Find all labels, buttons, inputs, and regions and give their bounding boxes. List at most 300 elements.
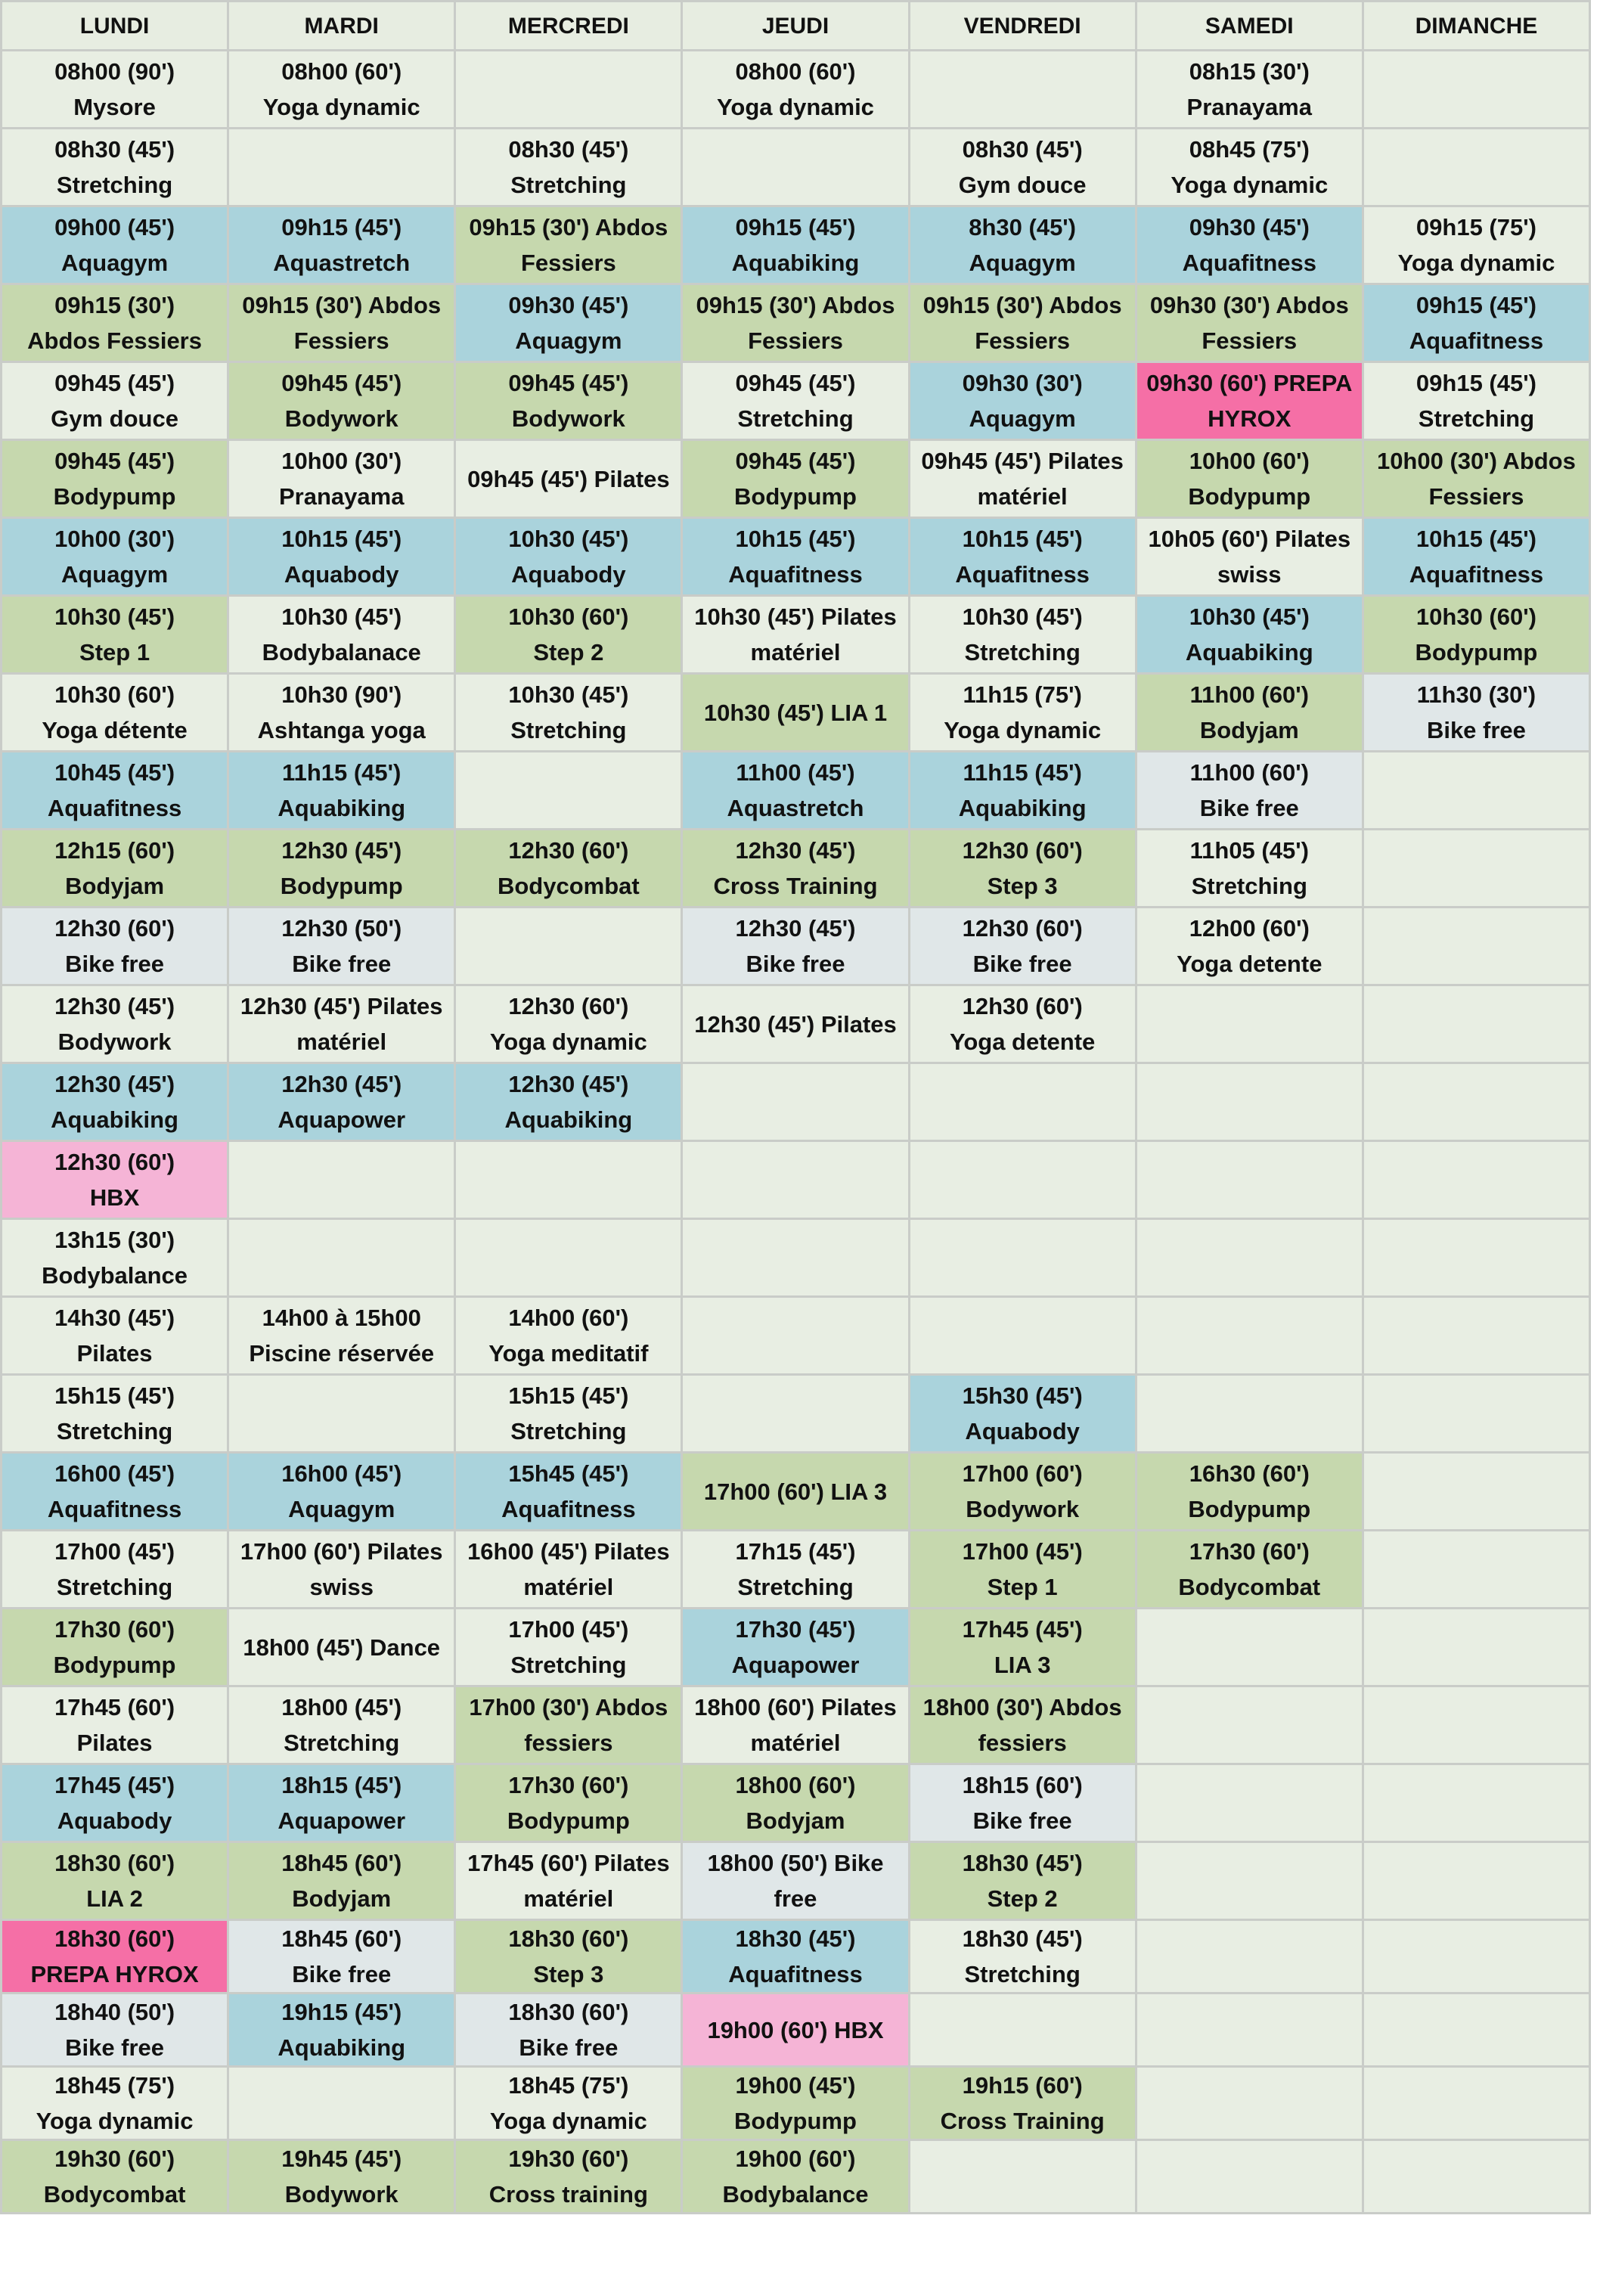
class-slot-wednesday	[455, 129, 682, 206]
class-name: Aquafitness	[1182, 250, 1316, 276]
class-slot-sunday	[1363, 362, 1589, 440]
class-slot-saturday	[1136, 51, 1363, 129]
class-slot-saturday	[1136, 1531, 1363, 1609]
empty-slot-tuesday	[228, 1375, 455, 1453]
class-name: Bike free	[1426, 717, 1526, 743]
class-name: Aquabiking	[958, 795, 1087, 821]
class-name: Mysore	[73, 94, 156, 120]
class-time: 12h30 (60')	[54, 1149, 175, 1175]
class-slot-thursday	[682, 2140, 909, 2214]
class-name: Bike free	[65, 2034, 165, 2061]
class-time: 10h30 (45')	[508, 526, 629, 552]
class-time: 10h30 (45')	[962, 603, 1083, 630]
class-name: Bodycombat	[497, 873, 640, 899]
class-name: Fessiers	[1428, 483, 1524, 510]
class-time: 19h15 (45')	[281, 1999, 402, 2025]
class-time: 08h45 (75')	[1189, 136, 1310, 163]
class-name: Yoga dynamic	[717, 94, 874, 120]
class-time: 15h15 (45')	[508, 1382, 629, 1409]
class-slot-wednesday	[455, 1375, 682, 1453]
class-name: fessiers	[524, 1730, 613, 1756]
class-name: Cross Training	[940, 2108, 1105, 2134]
class-slot-tuesday	[228, 1686, 455, 1764]
class-slot-friday	[909, 129, 1136, 206]
class-time: 18h15 (60')	[962, 1772, 1083, 1798]
class-slot-thursday	[682, 908, 909, 985]
class-name: Stretching	[510, 717, 627, 743]
class-slot-sunday	[1363, 440, 1589, 518]
class-name: Fessiers	[293, 327, 389, 354]
class-name: Bodypump	[53, 1652, 176, 1678]
class-name: Aquagym	[60, 250, 169, 276]
class-name: Yoga dynamic	[1171, 172, 1329, 198]
class-slot-thursday	[682, 985, 909, 1063]
class-time: 18h15 (45')	[281, 1772, 402, 1798]
class-name: Bike free	[292, 1961, 392, 1987]
class-time: 10h30 (45')	[281, 603, 402, 630]
class-time: 11h00 (60')	[1189, 759, 1309, 786]
class-name: Aquagym	[60, 561, 169, 588]
class-slot-monday	[2, 1842, 228, 1920]
class-slot-thursday	[682, 518, 909, 596]
class-name: LIA 3	[994, 1652, 1051, 1678]
class-time: 17h45 (45')	[54, 1772, 175, 1798]
class-time: 18h30 (60')	[508, 1999, 629, 2025]
class-name: Bike free	[746, 951, 845, 977]
class-slot-thursday	[682, 1609, 909, 1686]
class-slot-thursday	[682, 1453, 909, 1531]
class-slot-wednesday	[455, 2067, 682, 2140]
class-name: Aquafitness	[1409, 327, 1544, 354]
class-slot-sunday	[1363, 284, 1589, 362]
class-time: 10h15 (45')	[735, 526, 856, 552]
class-time: 08h00 (60')	[281, 58, 402, 85]
class-time: 11h15 (45')	[963, 759, 1082, 786]
class-name: Fessiers	[975, 327, 1071, 354]
class-time: 12h30 (60')	[508, 993, 629, 1019]
class-time: 11h00 (60')	[1189, 681, 1309, 708]
class-slot-thursday	[682, 362, 909, 440]
empty-slot-saturday	[1136, 1842, 1363, 1920]
empty-slot-sunday	[1363, 1531, 1589, 1609]
class-name: Bodypump	[1188, 1496, 1311, 1522]
class-slot-sunday	[1363, 518, 1589, 596]
empty-slot-sunday	[1363, 1297, 1589, 1375]
class-name: Aquafitness	[501, 1496, 636, 1522]
class-name: Stretching	[510, 1418, 627, 1444]
class-name: Stretching	[964, 639, 1081, 666]
class-time: 12h30 (60')	[508, 837, 629, 864]
class-slot-tuesday	[228, 1531, 455, 1609]
class-time: 10h30 (60')	[1416, 603, 1536, 630]
class-name: Step 2	[533, 639, 604, 666]
class-name: PREPA HYROX	[30, 1961, 199, 1987]
class-slot-tuesday	[228, 2140, 455, 2214]
class-name: Aquagym	[515, 327, 622, 354]
class-slot-sunday	[1363, 596, 1589, 674]
class-time: 12h30 (45')	[54, 993, 175, 1019]
class-name: Aquagym	[288, 1496, 395, 1522]
class-name: Bodybalanace	[262, 639, 421, 666]
class-slot-monday	[2, 1920, 228, 1993]
empty-slot-sunday	[1363, 908, 1589, 985]
class-time: 10h15 (45')	[1416, 526, 1536, 552]
class-slot-tuesday	[228, 284, 455, 362]
class-time: 12h30 (60')	[962, 915, 1083, 942]
class-slot-friday	[909, 752, 1136, 830]
class-time: 12h00 (60')	[1189, 915, 1310, 942]
class-name: Yoga dynamic	[489, 1029, 647, 1055]
class-time: 11h05 (45')	[1189, 837, 1309, 864]
class-slot-tuesday	[228, 1764, 455, 1842]
class-name: Bike free	[972, 951, 1072, 977]
class-time: 08h00 (60')	[735, 58, 856, 85]
class-time: 10h45 (45')	[54, 759, 175, 786]
class-time: 16h00 (45') Pilates	[467, 1538, 670, 1565]
empty-slot-saturday	[1136, 1297, 1363, 1375]
class-slot-tuesday	[228, 362, 455, 440]
class-slot-friday	[909, 674, 1136, 752]
class-slot-thursday	[682, 2067, 909, 2140]
empty-slot-saturday	[1136, 1993, 1363, 2067]
class-slot-tuesday	[228, 1063, 455, 1141]
class-name: Stretching	[1191, 873, 1307, 899]
class-name: Pranayama	[278, 483, 405, 510]
class-name: fessiers	[978, 1730, 1067, 1756]
class-name: Stretching	[737, 1574, 854, 1600]
class-name: Piscine réservée	[249, 1340, 435, 1367]
class-time: 10h30 (45') LIA 1	[703, 699, 888, 726]
class-time: 10h00 (30') Abdos	[1376, 448, 1576, 474]
class-name: Bike free	[292, 951, 392, 977]
class-slot-friday	[909, 206, 1136, 284]
class-slot-friday	[909, 1764, 1136, 1842]
class-time: 17h45 (45')	[962, 1616, 1083, 1643]
class-time: 16h00 (45')	[54, 1460, 175, 1487]
class-slot-monday	[2, 674, 228, 752]
class-name: Bodybalance	[722, 2181, 869, 2208]
schedule-row	[2, 1920, 1590, 1993]
class-slot-friday	[909, 1842, 1136, 1920]
class-name: Stretching	[56, 172, 173, 198]
empty-slot-friday	[909, 1297, 1136, 1375]
class-slot-saturday	[1136, 674, 1363, 752]
class-time: 13h15 (30')	[54, 1227, 175, 1253]
class-slot-friday	[909, 830, 1136, 908]
class-name: Bodypump	[280, 873, 403, 899]
class-name: Yoga detente	[1177, 951, 1322, 977]
class-slot-saturday	[1136, 284, 1363, 362]
empty-slot-tuesday	[228, 2067, 455, 2140]
class-name: matériel	[523, 1885, 614, 1912]
class-time: 09h30 (30')	[962, 370, 1083, 396]
class-name: Aquafitness	[47, 795, 182, 821]
class-time: 18h00 (60')	[735, 1772, 856, 1798]
class-slot-monday	[2, 596, 228, 674]
class-time: 11h15 (75')	[963, 681, 1082, 708]
class-slot-thursday	[682, 1993, 909, 2067]
empty-slot-thursday	[682, 1375, 909, 1453]
schedule-row	[2, 1375, 1590, 1453]
class-name: Aquastretch	[727, 795, 864, 821]
empty-slot-friday	[909, 1219, 1136, 1297]
class-time: 12h30 (45')	[735, 915, 856, 942]
class-slot-monday	[2, 2067, 228, 2140]
class-name: Stretching	[737, 405, 854, 432]
class-slot-saturday	[1136, 362, 1363, 440]
class-slot-tuesday	[228, 596, 455, 674]
class-slot-monday	[2, 440, 228, 518]
class-slot-friday	[909, 1686, 1136, 1764]
class-slot-wednesday	[455, 830, 682, 908]
class-name: Gym douce	[958, 172, 1087, 198]
class-slot-friday	[909, 1920, 1136, 1993]
schedule-row	[2, 752, 1590, 830]
class-name: Pilates	[76, 1340, 153, 1367]
class-time: 10h30 (60')	[508, 603, 629, 630]
class-name: matériel	[750, 639, 841, 666]
class-slot-wednesday	[455, 1297, 682, 1375]
class-slot-wednesday	[455, 1686, 682, 1764]
schedule-row	[2, 518, 1590, 596]
class-time: 19h15 (60')	[962, 2072, 1083, 2099]
class-slot-wednesday	[455, 1609, 682, 1686]
class-name: Aquabody	[511, 561, 626, 588]
class-name: Aquapower	[278, 1807, 406, 1834]
class-name: HBX	[89, 1184, 140, 1211]
empty-slot-friday	[909, 1063, 1136, 1141]
class-time: 10h00 (30')	[54, 526, 175, 552]
class-time: 09h30 (45')	[508, 292, 629, 318]
class-slot-friday	[909, 362, 1136, 440]
empty-slot-friday	[909, 2140, 1136, 2214]
empty-slot-sunday	[1363, 985, 1589, 1063]
class-name: Bodyjam	[65, 873, 165, 899]
class-name: Bodywork	[511, 405, 625, 432]
class-time: 10h15 (45')	[281, 526, 402, 552]
class-time: 17h00 (60') Pilates	[240, 1538, 443, 1565]
class-time: 12h15 (60')	[54, 837, 175, 864]
class-time: 17h30 (60')	[1189, 1538, 1310, 1565]
class-slot-friday	[909, 1453, 1136, 1531]
class-time: 18h00 (30') Abdos	[922, 1694, 1122, 1720]
class-time: 15h30 (45')	[962, 1382, 1083, 1409]
schedule-row	[2, 1993, 1590, 2067]
class-time: 09h30 (30') Abdos	[1149, 292, 1349, 318]
empty-slot-thursday	[682, 1141, 909, 1219]
class-slot-monday	[2, 1453, 228, 1531]
class-time: 15h15 (45')	[54, 1382, 175, 1409]
schedule-row	[2, 1609, 1590, 1686]
class-time: 19h45 (45')	[281, 2146, 402, 2172]
class-name: Bodyjam	[292, 1885, 392, 1912]
class-name: Ashtanga yoga	[257, 717, 426, 743]
class-slot-wednesday	[455, 1453, 682, 1531]
class-slot-tuesday	[228, 51, 455, 129]
class-time: 17h30 (45')	[735, 1616, 856, 1643]
class-name: Yoga dynamic	[262, 94, 420, 120]
class-name: Yoga dynamic	[36, 2108, 194, 2134]
empty-slot-thursday	[682, 1297, 909, 1375]
empty-slot-saturday	[1136, 1686, 1363, 1764]
class-name: matériel	[296, 1029, 387, 1055]
class-name: Yoga detente	[949, 1029, 1096, 1055]
class-time: 17h15 (45')	[735, 1538, 856, 1565]
class-name: Step 3	[987, 873, 1058, 899]
class-slot-saturday	[1136, 1453, 1363, 1531]
class-slot-wednesday	[455, 1842, 682, 1920]
class-slot-wednesday	[455, 1920, 682, 1993]
class-slot-monday	[2, 985, 228, 1063]
class-slot-friday	[909, 908, 1136, 985]
class-time: 18h30 (45')	[962, 1925, 1083, 1952]
class-slot-friday	[909, 2067, 1136, 2140]
class-slot-saturday	[1136, 752, 1363, 830]
class-name: Yoga détente	[42, 717, 188, 743]
class-name: Stretching	[964, 1961, 1081, 1987]
class-time: 10h30 (45') Pilates	[694, 603, 897, 630]
header-row	[2, 2, 1590, 51]
class-time: 18h30 (60')	[508, 1925, 629, 1952]
class-slot-monday	[2, 1141, 228, 1219]
class-name: Aquafitness	[728, 1961, 863, 1987]
class-slot-friday	[909, 596, 1136, 674]
empty-slot-wednesday	[455, 752, 682, 830]
class-time: 18h00 (45')	[281, 1694, 402, 1720]
class-name: Fessiers	[748, 327, 843, 354]
class-time: 09h15 (30') Abdos	[242, 292, 442, 318]
class-slot-thursday	[682, 1842, 909, 1920]
empty-slot-sunday	[1363, 1609, 1589, 1686]
class-time: 12h30 (45')	[281, 1071, 402, 1097]
empty-slot-wednesday	[455, 1141, 682, 1219]
class-name: Aquapower	[731, 1652, 860, 1678]
class-time: 18h45 (75')	[54, 2072, 175, 2099]
class-slot-thursday	[682, 1920, 909, 1993]
empty-slot-sunday	[1363, 2067, 1589, 2140]
class-slot-thursday	[682, 674, 909, 752]
class-time: 09h15 (45')	[735, 214, 856, 240]
empty-slot-tuesday	[228, 129, 455, 206]
class-slot-tuesday	[228, 1609, 455, 1686]
class-time: 18h00 (50') Bike	[707, 1850, 884, 1876]
class-slot-wednesday	[455, 1531, 682, 1609]
empty-slot-saturday	[1136, 985, 1363, 1063]
class-name: Bodycombat	[1178, 1574, 1321, 1600]
class-slot-monday	[2, 908, 228, 985]
class-name: Bodypump	[53, 483, 176, 510]
class-slot-tuesday	[228, 1920, 455, 1993]
schedule-body	[2, 51, 1590, 2214]
class-time: 09h15 (45')	[1416, 292, 1536, 318]
class-slot-wednesday	[455, 985, 682, 1063]
class-name: Abdos Fessiers	[27, 327, 202, 354]
class-time: 12h30 (45')	[735, 837, 856, 864]
class-slot-tuesday	[228, 830, 455, 908]
class-time: 08h30 (45')	[508, 136, 629, 163]
class-slot-monday	[2, 1219, 228, 1297]
class-name: Aquagym	[969, 250, 1076, 276]
class-name: Aquabiking	[51, 1106, 178, 1133]
empty-slot-saturday	[1136, 1609, 1363, 1686]
class-name: Bodywork	[57, 1029, 172, 1055]
class-name: Aquafitness	[955, 561, 1090, 588]
class-name: Fessiers	[1202, 327, 1298, 354]
empty-slot-sunday	[1363, 1993, 1589, 2067]
class-slot-wednesday	[455, 596, 682, 674]
class-name: Aquafitness	[1409, 561, 1544, 588]
class-name: Yoga dynamic	[944, 717, 1102, 743]
class-slot-tuesday	[228, 674, 455, 752]
class-time: 18h45 (75')	[508, 2072, 629, 2099]
class-time: 10h00 (60')	[1189, 448, 1310, 474]
class-name: Step 1	[79, 639, 150, 666]
class-time: 10h15 (45')	[962, 526, 1083, 552]
schedule-row	[2, 2067, 1590, 2140]
class-slot-tuesday	[228, 1842, 455, 1920]
empty-slot-saturday	[1136, 1375, 1363, 1453]
class-name: Pranayama	[1186, 94, 1312, 120]
class-time: 09h45 (45')	[54, 370, 175, 396]
empty-slot-sunday	[1363, 129, 1589, 206]
class-time: 12h30 (50')	[281, 915, 402, 942]
class-time: 18h00 (45') Dance	[243, 1634, 441, 1661]
class-time: 10h30 (90')	[281, 681, 402, 708]
class-name: Yoga dynamic	[489, 2108, 647, 2134]
class-time: 09h45 (45')	[735, 448, 856, 474]
class-slot-wednesday	[455, 362, 682, 440]
class-slot-monday	[2, 2140, 228, 2214]
class-time: 19h00 (60')	[735, 2146, 856, 2172]
schedule-header	[2, 2, 1590, 51]
class-time: 09h45 (45') Pilates	[921, 448, 1124, 474]
class-slot-monday	[2, 1764, 228, 1842]
class-slot-saturday	[1136, 440, 1363, 518]
class-name: free	[774, 1885, 817, 1912]
class-slot-monday	[2, 1297, 228, 1375]
class-slot-thursday	[682, 1531, 909, 1609]
class-name: Stretching	[284, 1730, 400, 1756]
class-slot-saturday	[1136, 206, 1363, 284]
class-time: 18h30 (60')	[54, 1925, 175, 1952]
class-time: 12h30 (45')	[281, 837, 402, 864]
empty-slot-sunday	[1363, 830, 1589, 908]
day-header-friday: VENDREDI	[909, 2, 1136, 51]
class-slot-saturday	[1136, 596, 1363, 674]
empty-slot-saturday	[1136, 1063, 1363, 1141]
class-slot-sunday	[1363, 674, 1589, 752]
class-time: 09h00 (45')	[54, 214, 175, 240]
class-name: HYROX	[1208, 405, 1291, 432]
class-slot-friday	[909, 1531, 1136, 1609]
class-time: 15h45 (45')	[508, 1460, 629, 1487]
empty-slot-sunday	[1363, 1686, 1589, 1764]
class-time: 18h30 (45')	[962, 1850, 1083, 1876]
schedule-row	[2, 206, 1590, 284]
class-slot-tuesday	[228, 440, 455, 518]
class-time: 18h00 (60') Pilates	[694, 1694, 897, 1720]
class-name: Aquabody	[284, 561, 399, 588]
class-time: 10h05 (60') Pilates	[1148, 526, 1351, 552]
class-name: Aquabiking	[1185, 639, 1313, 666]
schedule-row	[2, 1842, 1590, 1920]
class-slot-tuesday	[228, 1453, 455, 1531]
class-time: 09h15 (30') Abdos	[696, 292, 895, 318]
class-name: Aquabiking	[504, 1106, 633, 1133]
class-slot-monday	[2, 1686, 228, 1764]
class-name: Bike free	[1199, 795, 1299, 821]
class-time: 19h30 (60')	[54, 2146, 175, 2172]
